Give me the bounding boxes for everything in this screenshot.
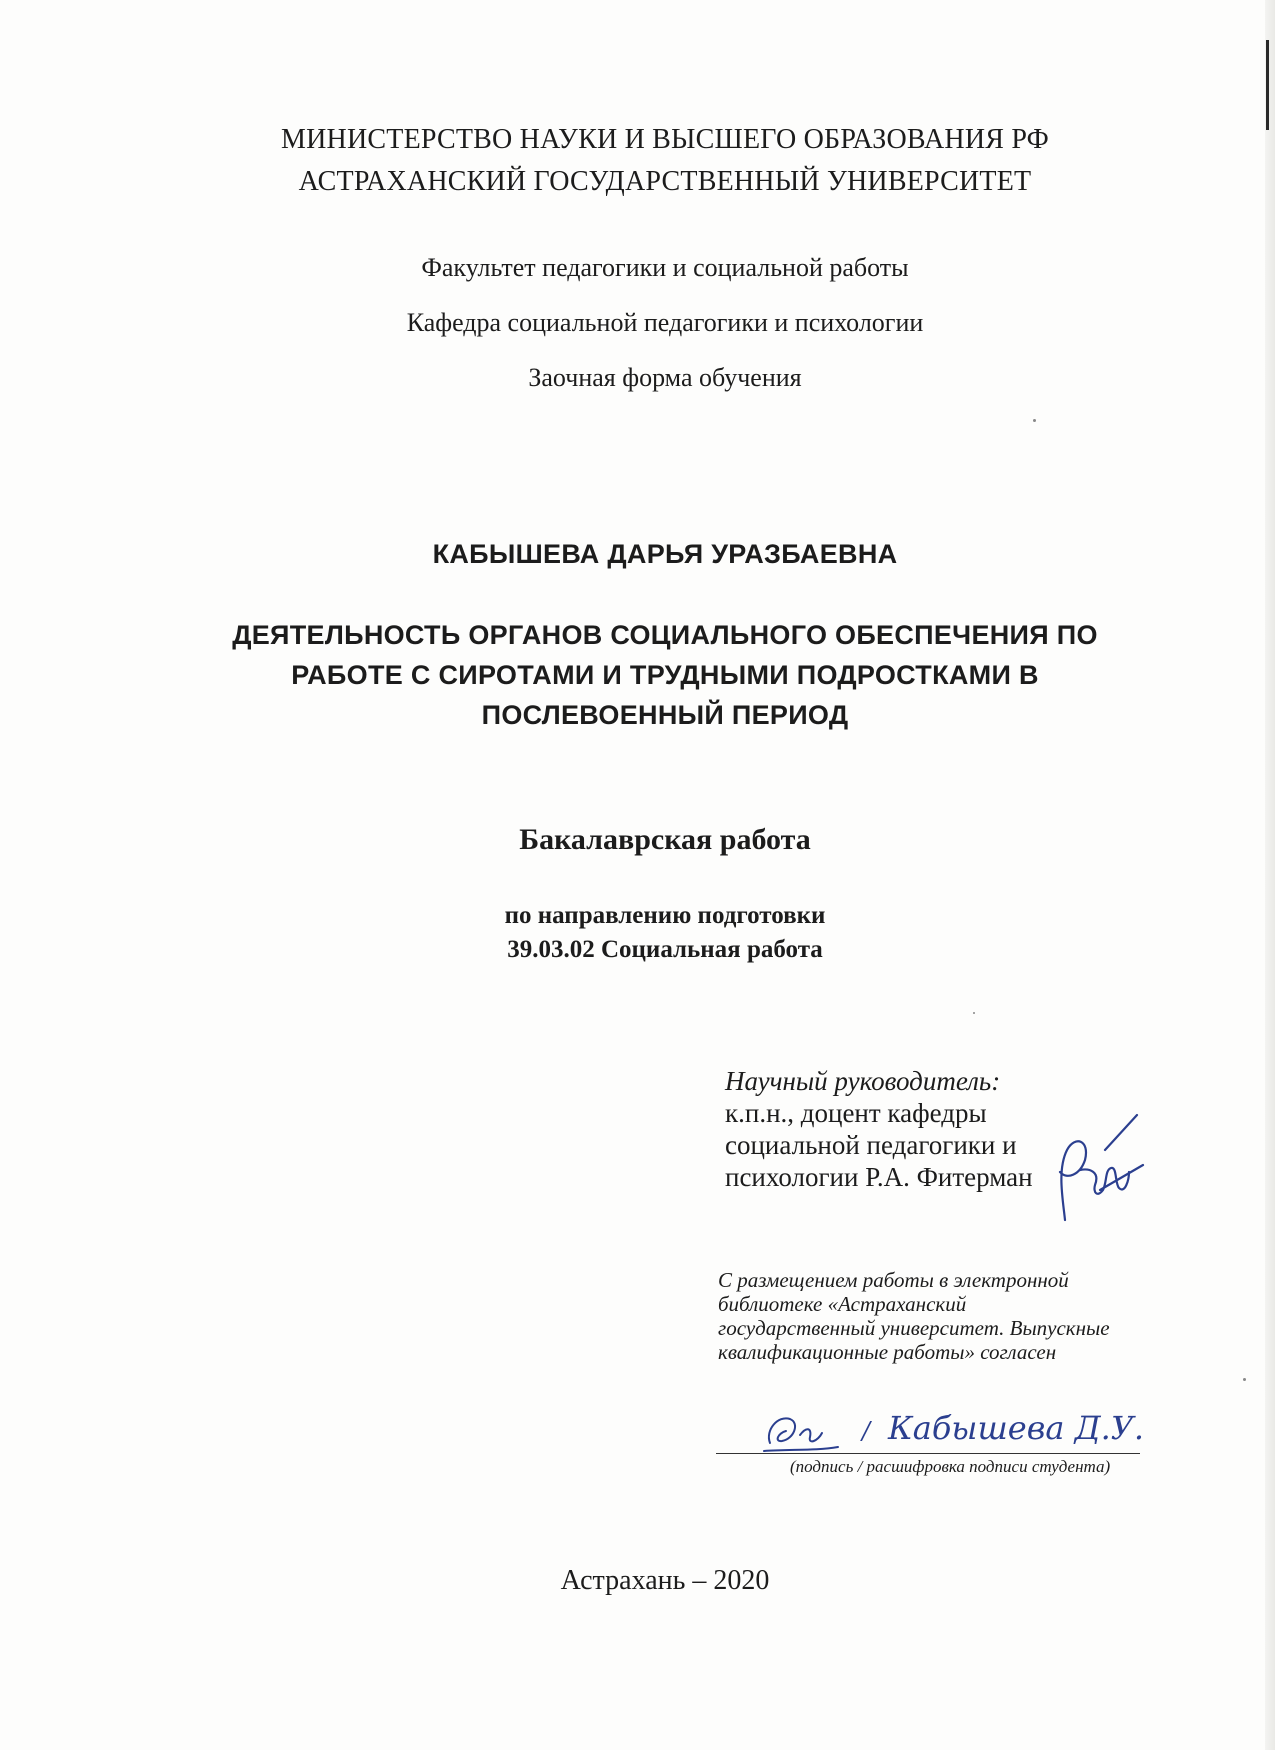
thesis-title-line-3: ПОСЛЕВОЕННЫЙ ПЕРИОД [481,700,849,730]
work-type: Бакалаврская работа [519,823,811,856]
faculty-name: Факультет педагогики и социальной работы [421,253,909,282]
supervisor-signature [1045,1110,1145,1225]
department-name: Кафедра социальной педагогики и психологии [406,308,924,337]
university-heading: АСТРАХАНСКИЙ ГОСУДАРСТВЕННЫЙ УНИВЕРСИТЕТ [298,166,1032,197]
supervisor-line-1: к.п.н., доцент кафедры [725,1098,987,1128]
author-name: КАБЫШЕВА ДАРЬЯ УРАЗБАЕВНА [432,539,898,569]
thesis-title-line-1: ДЕЯТЕЛЬНОСТЬ ОРГАНОВ СОЦИАЛЬНОГО ОБЕСПЕЧЕНИЯ ПО [232,620,1098,650]
scan-mark [1266,40,1269,130]
direction-line-1: по направлению подготовки [504,902,826,929]
student-name-handwritten: Кабышева Д.У. [888,1409,1145,1447]
consent-statement [718,1268,1110,1364]
signature-caption: (подпись / расшифровка подписи студента) [790,1457,1111,1476]
study-form: Заочная форма обучения [528,363,802,392]
scan-speck [973,1012,975,1014]
city-year: Астрахань – 2020 [560,1565,770,1596]
scan-speck [1033,419,1036,422]
signature-separator: / [862,1417,871,1445]
supervisor-line-2: социальной педагогики и [725,1130,1017,1160]
direction-line-2: 39.03.02 Социальная работа [507,936,823,963]
ministry-heading: МИНИСТЕРСТВО НАУКИ И ВЫСШЕГО ОБРАЗОВАНИЯ РФ [281,124,1049,155]
consent-line-3: государственный университет. Выпускные [718,1316,1110,1340]
consent-line-2: библиотеке «Астраханский [718,1292,967,1316]
supervisor-line-3: психологии Р.А. Фитерман [725,1162,1033,1192]
signature-line [716,1453,1140,1454]
consent-line-4: квалификационные работы» согласен [718,1340,1057,1364]
supervisor-block [725,1065,1033,1193]
scan-speck [1243,1378,1246,1381]
supervisor-label: Научный руководитель: [725,1066,1001,1096]
consent-line-1: С размещением работы в электронной [718,1268,1069,1292]
thesis-title-line-2: РАБОТЕ С СИРОТАМИ И ТРУДНЫМИ ПОДРОСТКАМИ В [291,660,1039,690]
student-signature [760,1405,840,1455]
